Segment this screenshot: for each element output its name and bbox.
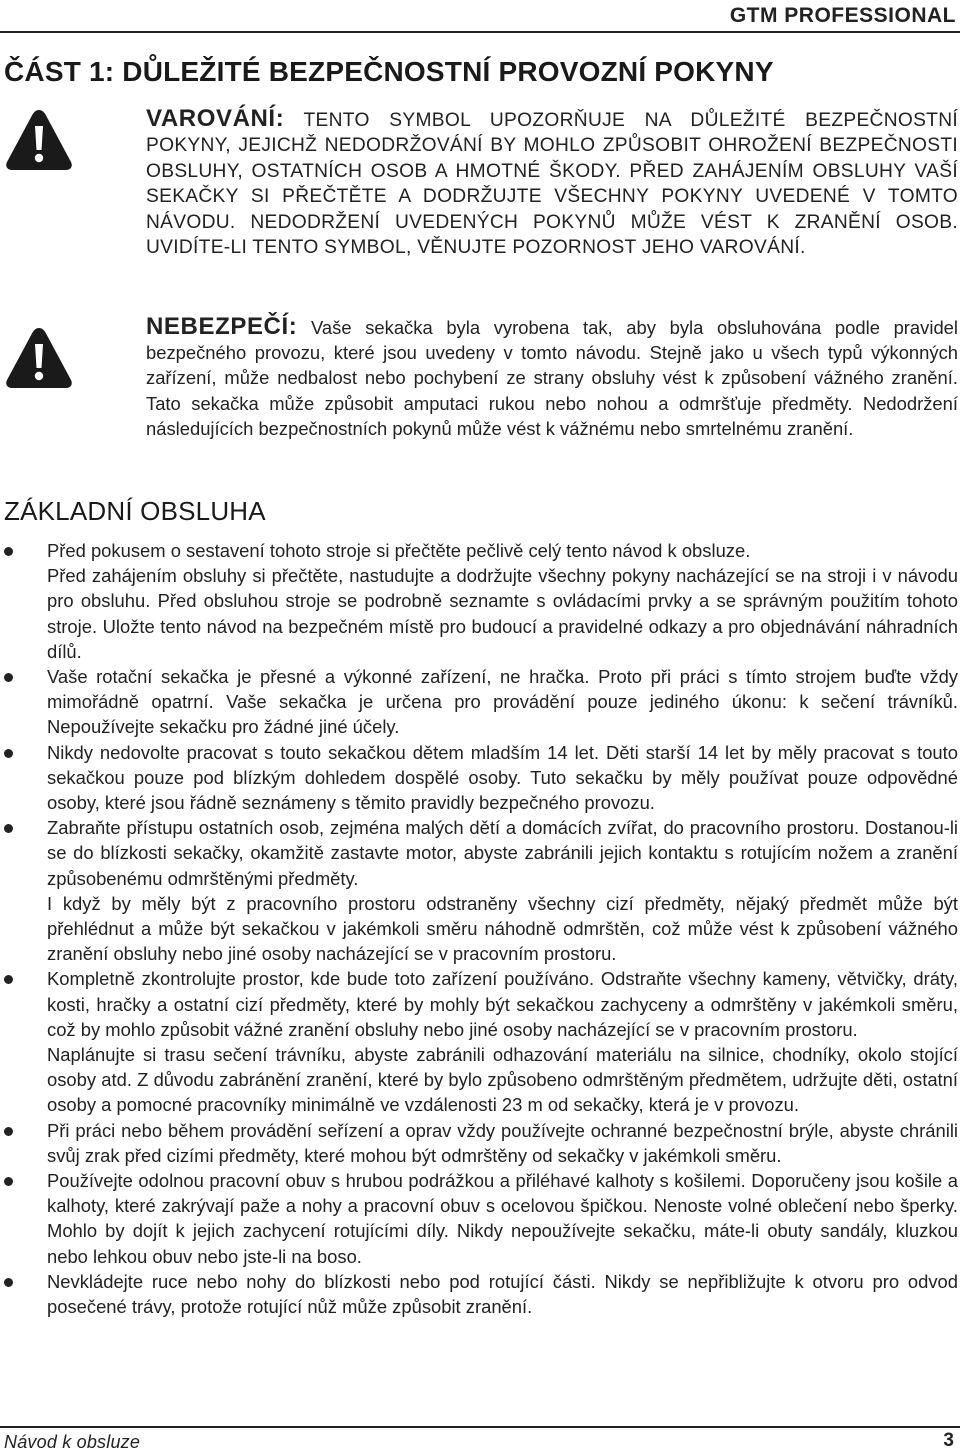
- bullet-icon: [4, 1278, 13, 1287]
- footer-manual-title: Návod k obsluze: [4, 1432, 141, 1452]
- list-item-text: Naplánujte si trasu sečení trávníku, abyste zabránili odhazování materiálu na silnice, chodníky, okolo stojící osoby atd. Z důvodu zabránění zranění, které by bylo způsobeno odmrštěným předmětem, udržujte děti, ostatní osoby a pomocné pracovníky minimálně ve vzdálenosti 23 m od sekačky, která je v provozu.: [47, 1044, 958, 1116]
- page-number: 3: [943, 1430, 954, 1451]
- page-title: ČÁST 1: DŮLEŽITÉ BEZPEČNOSTNÍ PROVOZNÍ POKYNY: [4, 56, 774, 87]
- list-item: [0, 1168, 960, 1269]
- list-item-text: Zabraňte přístupu ostatních osob, zejména malých dětí a domácích zvířat, do pracovního prostoru. Dostanou-li se do blízkosti sekačky, okamžitě zastavte motor, abyste zabránili jejich kontaktu s rotujícím nožem a zranění způsobenému odmrštěnými předměty.: [47, 817, 958, 889]
- header-brand: GTM PROFESSIONAL: [729, 4, 956, 27]
- bullet-icon: [4, 975, 13, 984]
- bullet-icon: [4, 749, 13, 758]
- bullet-icon: [4, 824, 13, 833]
- warning-lead: VAROVÁNÍ:: [146, 105, 285, 132]
- bullet-icon: [4, 673, 13, 682]
- list-item-text: Vaše rotační sekačka je přesné a výkonné zařízení, ne hračka. Proto při práci s tímto strojem buďte vždy mimořádně opatrní. Vaše sekačka je určena pro provádění pouze jediného úkonu: k sečení trávníků. Nepoužívejte sekačku pro žádné jiné účely.: [47, 666, 958, 738]
- list-item-text: Kompletně zkontrolujte prostor, kde bude toto zařízení používáno. Odstraňte všechny kameny, větvičky, dráty, kosti, hračky a ostatní cizí předměty, které by mohly být sekačkou zachyceny a odmrštěny v jakémkoli směru, což by mohlo způsobit vážné zranění obsluhy nebo jiné osoby nacházející se v pracovním prostoru.: [47, 968, 958, 1040]
- list-item: [0, 538, 960, 664]
- bullet-icon: [4, 547, 13, 556]
- list-item: [0, 1118, 960, 1168]
- danger-text: Vaše sekačka byla vyrobena tak, aby byla obsluhována podle pravidel bezpečného provozu, které jsou uvedeny v tomto návodu. Stejně jako u všech typů výkonných zařízení, může nedbalost nebo pochybení ze strany obsluhy vést k způsobení vážného zranění. Tato sekačka může způsobit amputaci rukou nebo nohou a odmršťuje předměty. Nedodržení následujících bezpečnostních pokynů může vést k vážnému nebo smrtelnému zranění.: [146, 317, 958, 439]
- list-item: [0, 815, 960, 966]
- list-item: [0, 966, 960, 1117]
- danger-notice: [146, 314, 958, 441]
- list-item-text: Nevkládejte ruce nebo nohy do blízkosti nebo pod rotující části. Nikdy se nepřibližujte k otvoru pro odvod posečené trávy, protože rotující nůž může způsobit zranění.: [47, 1270, 958, 1318]
- warning-text: TENTO SYMBOL UPOZORŇUJE NA DŮLEŽITÉ BEZPEČNOSTNÍ POKYNY, JEJICHŽ NEDODRŽOVÁNÍ BY MOHLO ZPŮSOBIT OHROŽENÍ BEZPEČNOSTI OBSLUHY, OSTATNÍCH OSOB A HMOTNÉ ŠKODY. PŘED ZAHÁJENÍM OBSLUHY VAŠÍ SEKAČKY SI PŘEČTĚTE A DODRŽUJTE VŠECHNY POKYNY UVEDENÉ V TOMTO NÁVODU. NEDODRŽENÍ UVEDENÝCH POKYNŮ MŮŽE VÉST K ZRANĚNÍ OSOB. UVIDÍTE-LI TENTO SYMBOL, VĚNUJTE POZORNOST JEHO VAROVÁNÍ.: [146, 110, 958, 259]
- bullet-icon: [4, 1177, 13, 1186]
- list-item-text: I když by měly být z pracovního prostoru odstraněny všechny cizí předměty, nějaký předmět může být přehlédnut a může být sekačkou v jakémkoli směru náhodně odmrštěn, což může vést k způsobení vážného zranění obsluhy nebo jiné osoby nacházející se v pracovním prostoru.: [47, 892, 958, 965]
- list-item: [0, 1269, 960, 1319]
- bullet-icon: [4, 1127, 13, 1136]
- warning-triangle-icon: [4, 108, 74, 172]
- list-item: [0, 664, 960, 740]
- list-item: [0, 740, 960, 816]
- list-item-text: Při práci nebo během provádění seřízení a oprav vždy používejte ochranné bezpečnostní brýle, abyste chránili svůj zrak před cizími předměty, které mohou být odmrštěny od sekačky v jakémkoli směru.: [47, 1119, 958, 1166]
- list-item-text: Před zahájením obsluhy si přečtěte, nastudujte a dodržujte všechny pokyny nacházející se na stroji i v návodu pro obsluhu. Před obsluhou stroje se podrobně seznamte s ovládacími prvky a se správným použitím tohoto stroje. Uložte tento návod na bezpečném místě pro budoucí a pravidelné odkazy a pro objednávání náhradních dílů.: [47, 565, 958, 662]
- danger-lead: NEBEZPEČÍ:: [146, 313, 298, 340]
- footer-divider: [0, 1426, 960, 1428]
- list-item-text: Používejte odolnou pracovní obuv s hrubou podrážkou a přiléhavé kalhoty s košilemi. Doporučeny jsou košile a kalhoty, které zakrývají paže a nohy a pracovní obuv s ocelovou špičkou. Nenoste volné oblečení nebo šperky. Mohlo by dojít k jejich zachycení rotujícími díly. Nikdy nepoužívejte sekačku, máte-li obuty sandály, kluzkou nebo lehkou obuv nebo jste-li na boso.: [47, 1170, 958, 1267]
- list-item-text: Nikdy nedovolte pracovat s touto sekačkou dětem mladším 14 let. Děti starší 14 let by měly pracovat s touto sekačkou pouze pod blízkým dohledem dospělé osoby. Tuto sekačku by měly používat pouze odpovědné osoby, které jsou řádně seznámeny s těmito pravidly bezpečného provozu.: [47, 741, 958, 814]
- list-item-text: Před pokusem o sestavení tohoto stroje si přečtěte pečlivě celý tento návod k obsluze.: [47, 540, 751, 561]
- warning-notice: [146, 106, 958, 260]
- section-heading: ZÁKLADNÍ OBSLUHA: [4, 496, 266, 526]
- safety-rules-list: [0, 538, 960, 1319]
- danger-triangle-icon: [4, 326, 74, 390]
- header-divider: [0, 31, 960, 33]
